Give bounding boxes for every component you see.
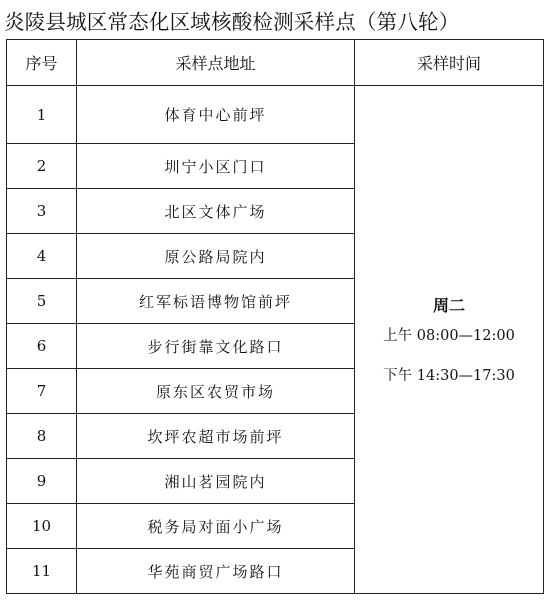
row-seq: 11 [7, 549, 77, 594]
row-address: 湘山茗园院内 [77, 459, 355, 504]
header-address: 采样点地址 [77, 40, 355, 86]
header-time: 采样时间 [355, 40, 544, 86]
row-seq: 8 [7, 414, 77, 459]
table-row [7, 86, 544, 144]
sampling-sites-table [6, 39, 544, 594]
row-address: 体育中心前坪 [77, 86, 355, 144]
afternoon-slot: 下午 14:30—17:30 [383, 368, 515, 384]
row-seq: 6 [7, 324, 77, 369]
row-seq: 9 [7, 459, 77, 504]
row-address: 圳宁小区门口 [77, 144, 355, 189]
row-address: 北区文体广场 [77, 189, 355, 234]
row-seq: 5 [7, 279, 77, 324]
header-seq: 序号 [7, 40, 77, 86]
sampling-time-cell [355, 86, 544, 594]
row-address: 税务局对面小广场 [77, 504, 355, 549]
row-address: 坎坪农超市场前坪 [77, 414, 355, 459]
row-address: 红军标语博物馆前坪 [77, 279, 355, 324]
table-header-row [7, 40, 544, 86]
row-seq: 4 [7, 234, 77, 279]
morning-slot: 上午 08:00—12:00 [383, 328, 515, 344]
row-seq: 7 [7, 369, 77, 414]
row-seq: 2 [7, 144, 77, 189]
row-address: 原东区农贸市场 [77, 369, 355, 414]
row-seq: 3 [7, 189, 77, 234]
row-address: 华苑商贸广场路口 [77, 549, 355, 594]
sampling-day: 周二 [432, 296, 465, 315]
row-address: 步行街靠文化路口 [77, 324, 355, 369]
document-title: 炎陵县城区常态化区域核酸检测采样点（第八轮） [4, 10, 460, 34]
row-seq: 1 [7, 86, 77, 144]
row-seq: 10 [7, 504, 77, 549]
row-address: 原公路局院内 [77, 234, 355, 279]
